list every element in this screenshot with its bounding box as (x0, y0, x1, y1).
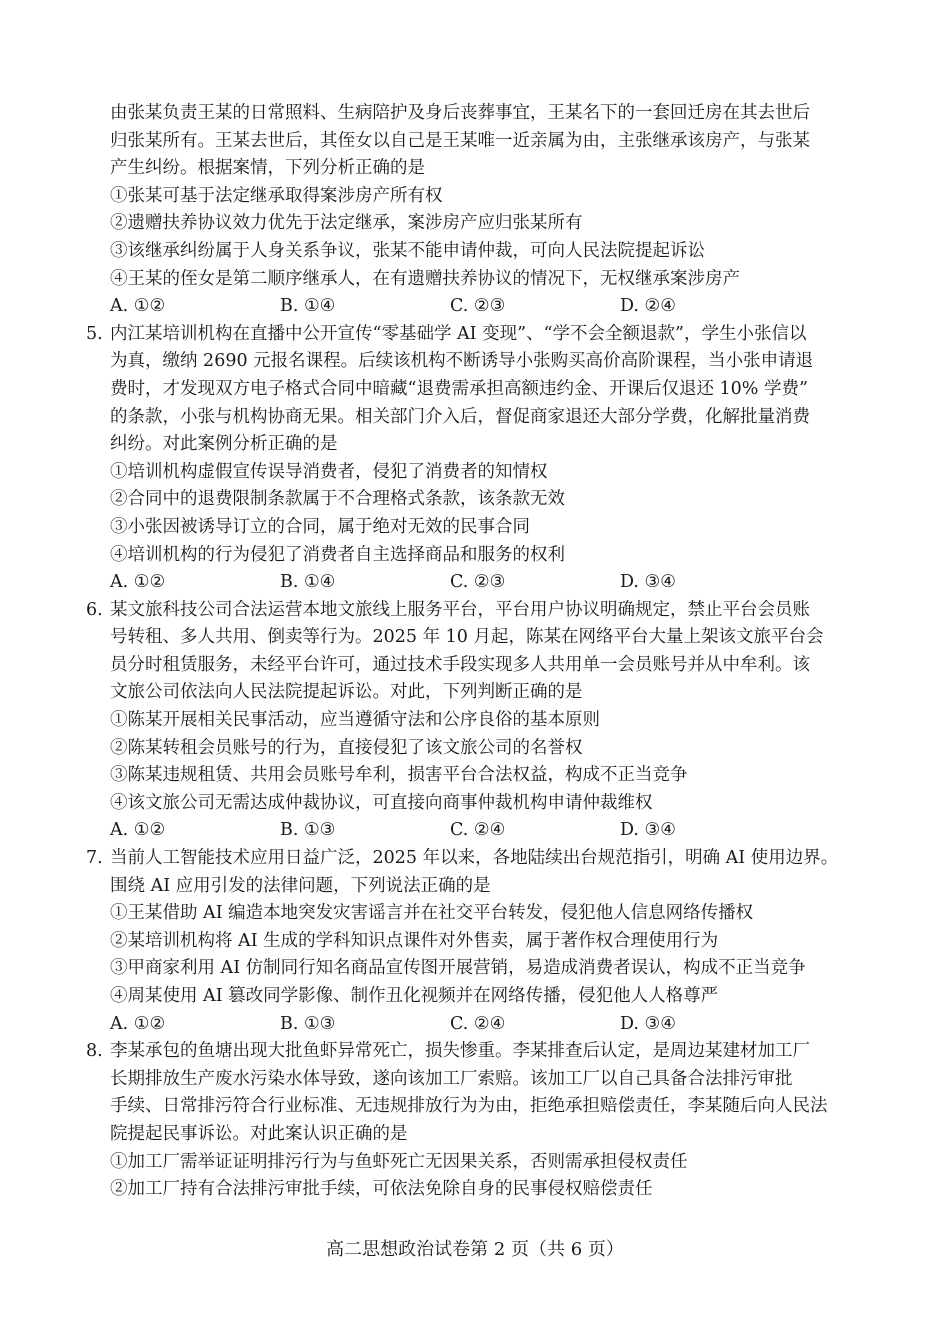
option-d: D. ②④ (620, 296, 676, 317)
statement: ①培训机构虚假宣传误导消费者，侵犯了消费者的知情权 (110, 461, 548, 482)
answer-options (110, 569, 845, 597)
statement: ②遗赠扶养协议效力优先于法定继承，案涉房产应归张某所有 (110, 213, 583, 234)
option-b: B. ①③ (280, 820, 336, 841)
stem-line: 员分时租赁服务，未经平台许可，通过技术手段实现多人共用单一会员账号并从中牟利。该 (110, 654, 810, 675)
option-a: A. ①② (110, 1013, 166, 1034)
answer-options (110, 817, 845, 845)
statement: ②加工厂持有合法排污审批手续，可依法免除自身的民事侵权赔偿责任 (110, 1179, 653, 1200)
stem-line: 文旅公司依法向人民法院提起诉讼。对此，下列判断正确的是 (110, 682, 583, 703)
statement: ①加工厂需举证证明排污行为与鱼虾死亡无因果关系，否则需承担侵权责任 (110, 1151, 688, 1172)
stem-line: 长期排放生产废水污染水体导致，遂向该加工厂索赔。该加工厂以自己具备合法排污审批 (110, 1068, 793, 1089)
stem-line: 号转租、多人共用、倒卖等行为。2025 年 10 月起，陈某在网络平台大量上架该文旅平台会 (110, 627, 824, 648)
option-d: D. ③④ (620, 820, 676, 841)
stem-line: 产生纠纷。根据案情，下列分析正确的是 (110, 158, 425, 179)
question-number: 6. (86, 599, 103, 620)
statement: ④周某使用 AI 篡改同学影像、制作丑化视频并在网络传播，侵犯他人人格尊严 (110, 986, 719, 1006)
option-c: C. ②③ (450, 296, 506, 317)
question-6 (86, 597, 845, 845)
option-c: C. ②③ (450, 572, 506, 593)
statement: ④培训机构的行为侵犯了消费者自主选择商品和服务的权利 (110, 544, 565, 565)
stem-line: 手续、日常排污符合行业标准、无违规排放行为为由，拒绝承担赔偿责任，李某随后向人民法 (110, 1096, 828, 1117)
answer-options (110, 1011, 845, 1039)
statement: ①王某借助 AI 编造本地突发灾害谣言并在社交平台转发，侵犯他人信息网络传播权 (110, 903, 754, 924)
statement: ②陈某转租会员账号的行为，直接侵犯了该文旅公司的名誉权 (110, 737, 583, 758)
question-number: 8. (86, 1041, 103, 1062)
statement: ②合同中的退费限制条款属于不合理格式条款，该条款无效 (110, 489, 565, 510)
statement: ①张某可基于法定继承取得案涉房产所有权 (110, 185, 443, 206)
option-d: D. ③④ (620, 572, 676, 593)
question-7 (86, 845, 845, 1038)
stem-line: 7. 当前人工智能技术应用日益广泛，2025 年以来，各地陆续出台规范指引，明确 AI 使用边界。 (110, 845, 845, 873)
option-b: B. ①③ (280, 1013, 336, 1034)
option-b: B. ①④ (280, 572, 336, 593)
option-d: D. ③④ (620, 1013, 676, 1034)
option-a: A. ①② (110, 296, 166, 317)
statement: ①陈某开展相关民事活动，应当遵循守法和公序良俗的基本原则 (110, 710, 600, 731)
option-a: A. ①② (110, 572, 166, 593)
statement: ③甲商家利用 AI 仿制同行知名商品宣传图开展营销，易造成消费者误认，构成不正当竞争 (110, 958, 806, 979)
stem-line: 的条款，小张与机构协商无果。相关部门介入后，督促商家退还大部分学费，化解批量消费 (110, 406, 810, 427)
statement: ④王某的侄女是第二顺序继承人，在有遗赠扶养协议的情况下，无权继承案涉房产 (110, 268, 740, 289)
answer-options (110, 293, 845, 321)
stem-line: 8. 李某承包的鱼塘出现大批鱼虾异常死亡，损失惨重。李某排查后认定，是周边某建材加工厂 (110, 1038, 845, 1066)
stem-line: 费时，才发现双方电子格式合同中暗藏“退费需承担高额违约金、开课后仅退还 10% 学费” (110, 378, 808, 399)
stem-line: 5. 内江某培训机构在直播中公开宣传“零基础学 AI 变现”、“学不会全额退款”，学生小张信以 (110, 321, 845, 349)
page-footer: 高二思想政治试卷第 2 页（共 6 页） (326, 1239, 624, 1260)
question-number: 7. (86, 848, 103, 869)
exam-content (86, 100, 845, 1204)
statement: ③小张因被诱导订立的合同，属于绝对无效的民事合同 (110, 516, 530, 537)
statement: ③陈某违规租赁、共用会员账号牟利，损害平台合法权益，构成不正当竞争 (110, 765, 688, 786)
option-a: A. ①② (110, 820, 166, 841)
question-4-continuation (110, 100, 845, 321)
stem-line: 围绕 AI 应用引发的法律问题，下列说法正确的是 (110, 875, 491, 896)
stem-line: 6. 某文旅科技公司合法运营本地文旅线上服务平台，平台用户协议明确规定，禁止平台会员账 (110, 597, 845, 625)
statement: ④该文旅公司无需达成仲裁协议，可直接向商事仲裁机构申请仲裁维权 (110, 792, 653, 813)
stem-line: 由张某负责王某的日常照料、生病陪护及身后丧葬事宜，王某名下的一套回迁房在其去世后 (110, 103, 810, 123)
option-b: B. ①④ (280, 296, 336, 317)
stem-line: 为真，缴纳 2690 元报名课程。后续该机构不断诱导小张购买高价高阶课程，当小张申请退 (110, 351, 814, 372)
question-8 (86, 1038, 845, 1204)
statement: ②某培训机构将 AI 生成的学科知识点课件对外售卖，属于著作权合理使用行为 (110, 930, 719, 951)
question-5 (86, 321, 845, 597)
stem-line: 归张某所有。王某去世后，其侄女以自己是王某唯一近亲属为由，主张继承该房产，与张某 (110, 130, 810, 151)
statement: ③该继承纠纷属于人身关系争议，张某不能申请仲裁，可向人民法院提起诉讼 (110, 240, 705, 261)
option-c: C. ②④ (450, 820, 506, 841)
stem-line: 纠纷。对此案例分析正确的是 (110, 434, 338, 455)
question-number: 5. (86, 323, 103, 344)
stem-line: 院提起民事诉讼。对此案认识正确的是 (110, 1123, 408, 1144)
option-c: C. ②④ (450, 1013, 506, 1034)
